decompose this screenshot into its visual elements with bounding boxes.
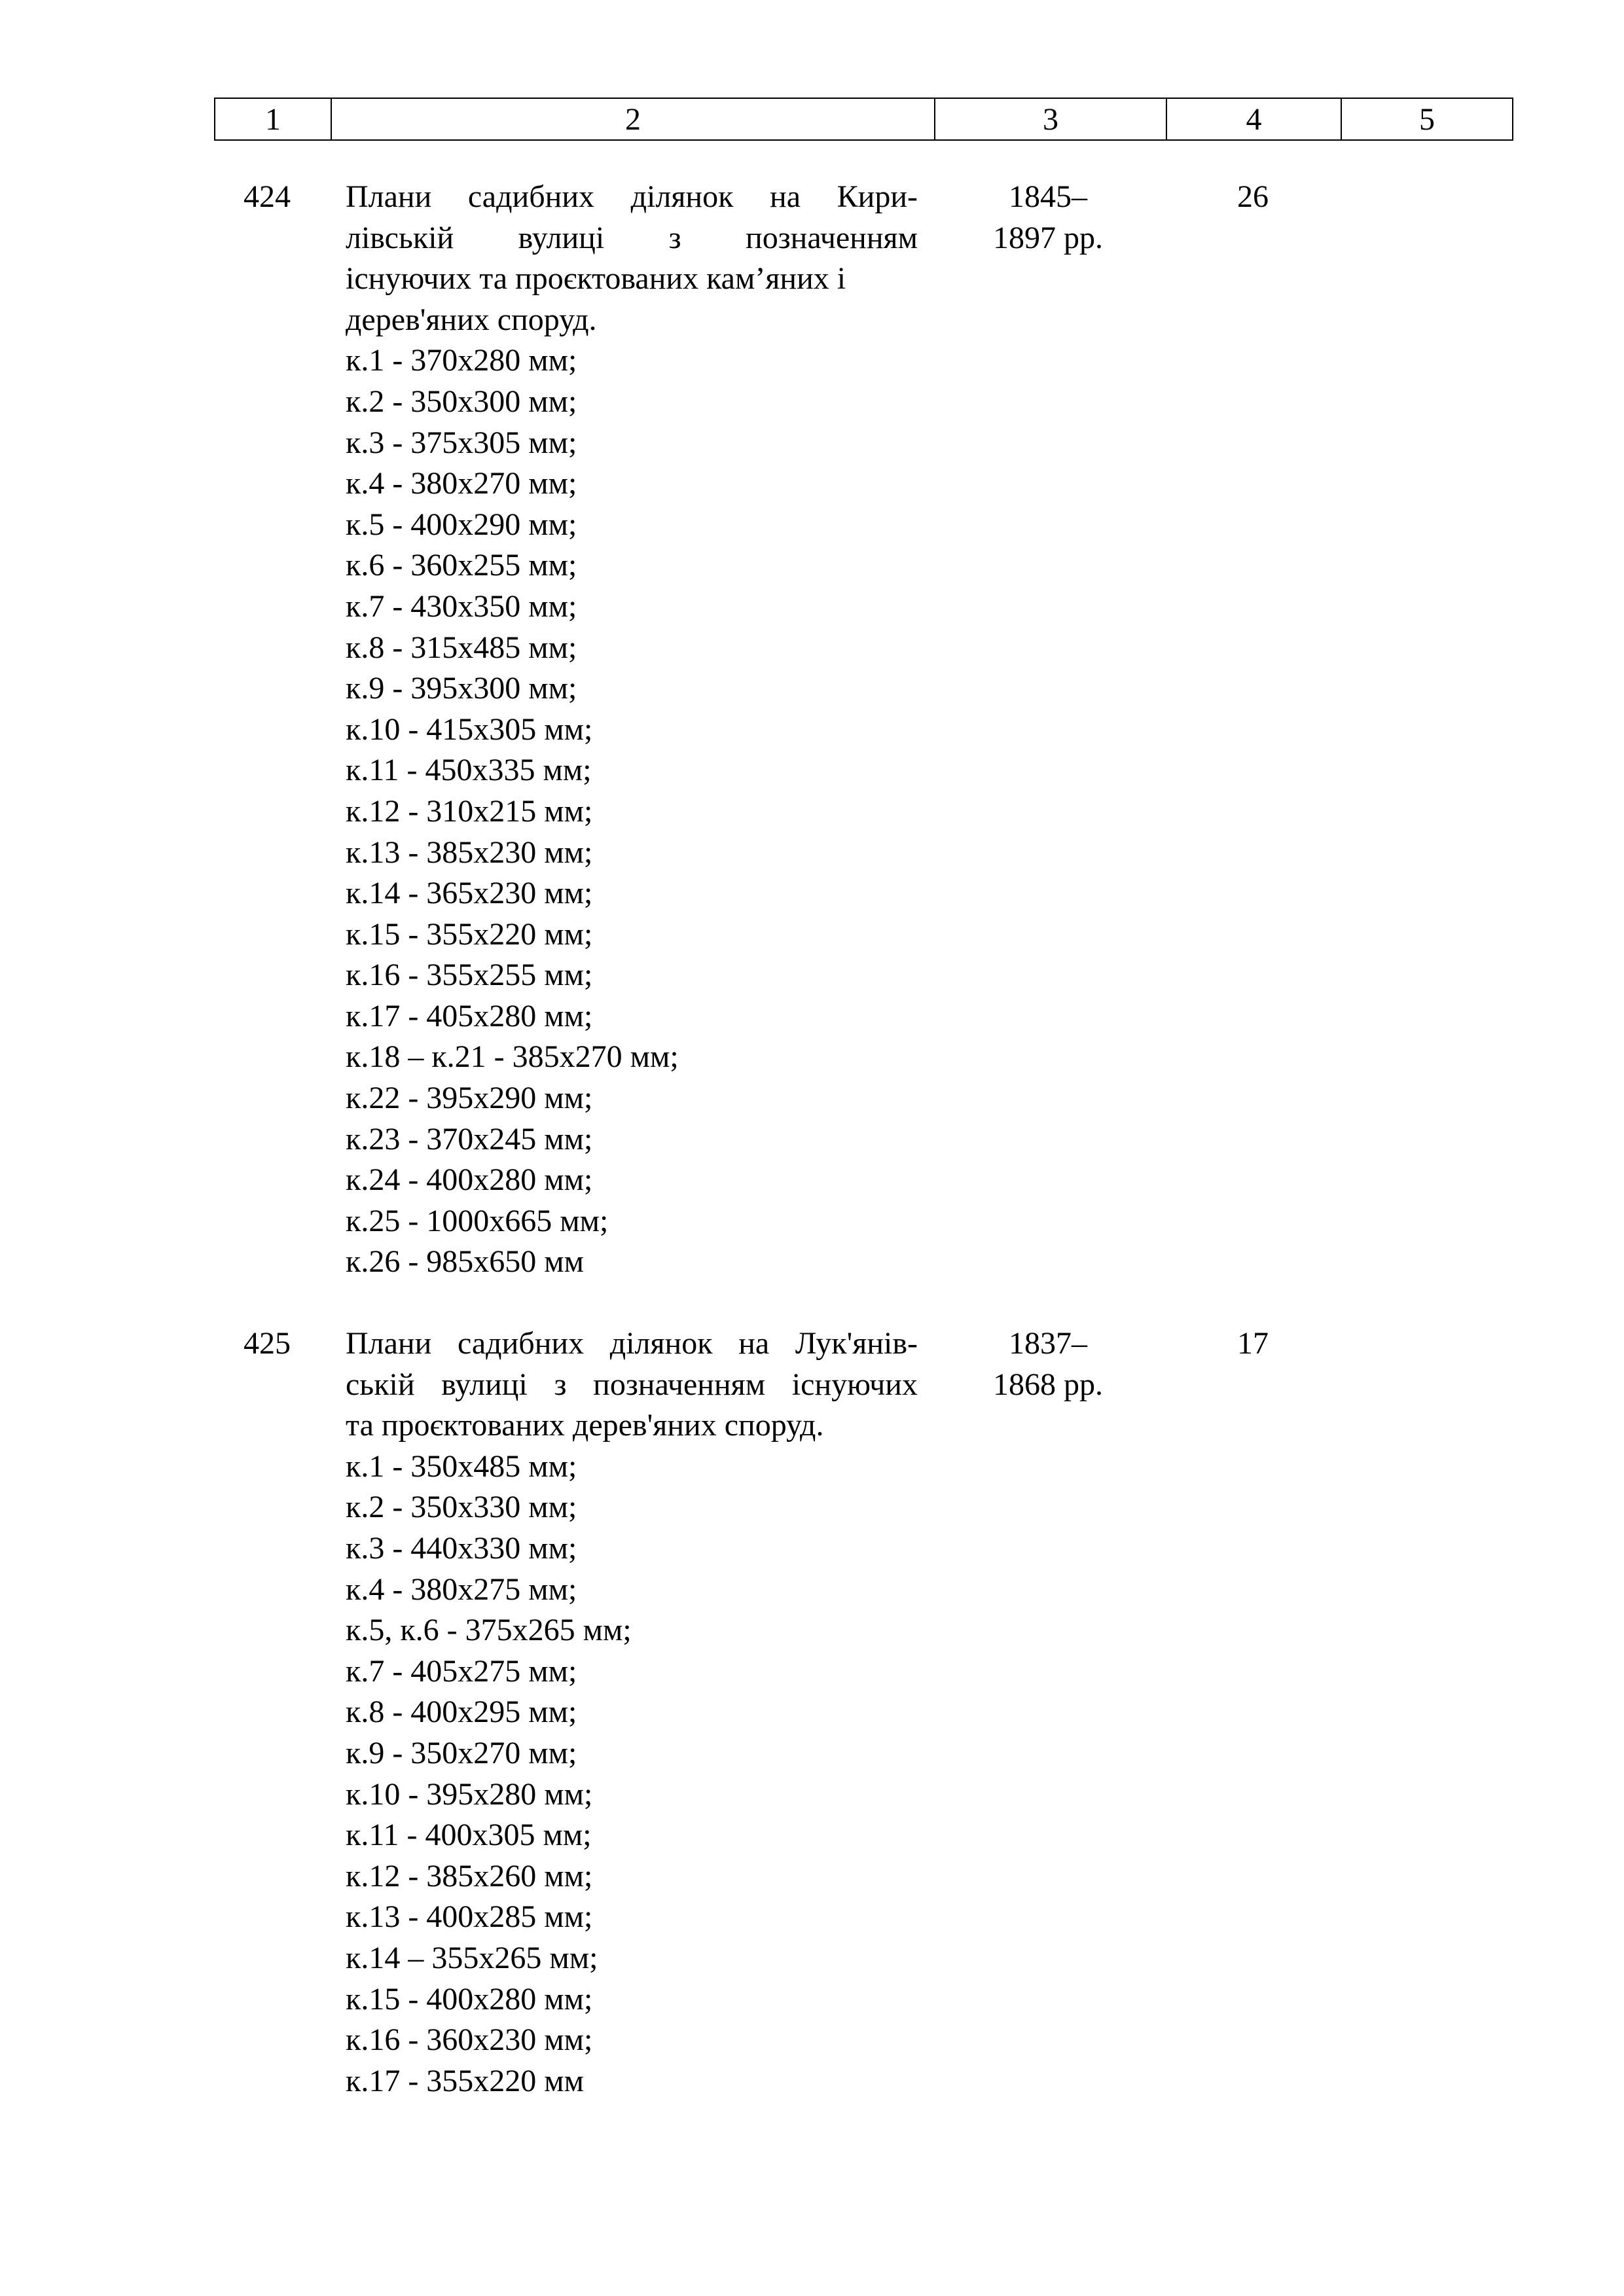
sheet-size-item: к.5, к.6 - 375х265 мм;	[346, 1613, 632, 1648]
column-header-3: 3	[935, 99, 1167, 139]
entry-title-line: існуючих та проєктованих кам’яних і	[346, 261, 846, 296]
sheet-size-item: к.13 - 385х230 мм;	[346, 834, 593, 870]
sheet-size-item: к.11 - 400х305 мм;	[346, 1818, 592, 1853]
sheet-size-item: к.23 - 370х245 мм;	[346, 1121, 593, 1157]
sheet-size-item: к.14 - 365х230 мм;	[346, 876, 593, 911]
column-header-row	[214, 98, 1513, 141]
sheet-size-item: к.12 - 310х215 мм;	[346, 793, 593, 829]
sheet-size-item: к.3 - 440х330 мм;	[346, 1530, 577, 1566]
sheet-size-item: к.14 – 355х265 мм;	[346, 1940, 598, 1975]
sheet-size-item: к.18 – к.21 - 385х270 мм;	[346, 1039, 679, 1075]
sheet-size-item: к.16 - 360х230 мм;	[346, 2022, 593, 2058]
sheet-size-item: к.17 - 355х220 мм	[346, 2063, 585, 2098]
sheet-size-item: к.10 - 415х305 мм;	[346, 711, 593, 747]
entry-description	[346, 177, 918, 1283]
sheet-size-item: к.22 - 395х290 мм;	[346, 1081, 593, 1116]
sheet-size-item: к.11 - 450х335 мм;	[346, 753, 592, 788]
sheet-size-item: к.3 - 375х305 мм;	[346, 425, 577, 460]
sheet-size-item: к.24 - 400х280 мм;	[346, 1162, 593, 1198]
entry-title-line: Плани садибних ділянок на Лук'янів-	[346, 1326, 918, 1361]
sheet-size-item: к.13 - 400х285 мм;	[346, 1899, 593, 1935]
sheet-size-item: к.2 - 350х300 мм;	[346, 384, 577, 419]
column-header-4: 4	[1167, 99, 1342, 139]
sheet-size-item: к.26 - 985х650 мм	[346, 1244, 585, 1280]
sheet-size-item: к.10 - 395х280 мм;	[346, 1776, 593, 1812]
sheet-size-item: к.5 - 400х290 мм;	[346, 507, 577, 542]
sheet-size-item: к.17 - 405х280 мм;	[346, 998, 593, 1033]
entry-number: 425	[244, 1326, 291, 1361]
sheet-size-item: к.6 - 360х255 мм;	[346, 548, 577, 583]
sheet-size-item: к.9 - 395х300 мм;	[346, 671, 577, 706]
sheet-size-item: к.25 - 1000х665 мм;	[346, 1203, 609, 1238]
sheet-size-item: к.2 - 350х330 мм;	[346, 1490, 577, 1525]
sheet-size-item: к.1 - 350х485 мм;	[346, 1448, 577, 1484]
entry-description	[346, 1323, 918, 2102]
column-header-1: 1	[215, 99, 332, 139]
entry-title-line: дерев'яних споруд.	[346, 302, 597, 337]
column-header-2: 2	[332, 99, 935, 139]
sheet-size-item: к.9 - 350х270 мм;	[346, 1735, 577, 1770]
column-header-5: 5	[1419, 101, 1435, 137]
entry-title-line: Плани садибних ділянок на Кири-	[346, 179, 918, 214]
sheet-size-item: к.4 - 380х270 мм;	[346, 466, 577, 501]
entry-date-range	[936, 1323, 1160, 1405]
sheet-size-item: к.15 - 400х280 мм;	[346, 1981, 593, 2017]
sheet-size-item: к.7 - 405х275 мм;	[346, 1653, 577, 1689]
entry-title-line: лівській вулиці з позначенням	[346, 220, 918, 255]
entry-date-range	[936, 177, 1160, 259]
sheet-size-item: к.15 - 355х220 мм;	[346, 916, 593, 952]
entry-sheet-count: 26	[1237, 179, 1269, 214]
sheet-size-item: к.16 - 355х255 мм;	[346, 958, 593, 993]
date-start: 1837–	[1009, 1326, 1087, 1361]
date-end: 1868 рр.	[993, 1367, 1103, 1402]
entry-title-line: ській вулиці з позначенням існуючих	[346, 1367, 918, 1402]
sheet-size-item: к.8 - 315х485 мм;	[346, 630, 577, 665]
sheet-size-item: к.1 - 370х280 мм;	[346, 343, 577, 378]
date-end: 1897 рр.	[993, 220, 1103, 255]
entry-sheet-count: 17	[1237, 1326, 1269, 1361]
sheet-size-item: к.8 - 400х295 мм;	[346, 1695, 577, 1730]
entry-title-line: та проєктованих дерев'яних споруд.	[346, 1408, 824, 1443]
sheet-size-item: к.4 - 380х275 мм;	[346, 1571, 577, 1607]
entry-number: 424	[244, 179, 291, 214]
sheet-size-item: к.12 - 385х260 мм;	[346, 1858, 593, 1893]
sheet-size-item: к.7 - 430х350 мм;	[346, 588, 577, 624]
date-start: 1845–	[1009, 179, 1087, 214]
